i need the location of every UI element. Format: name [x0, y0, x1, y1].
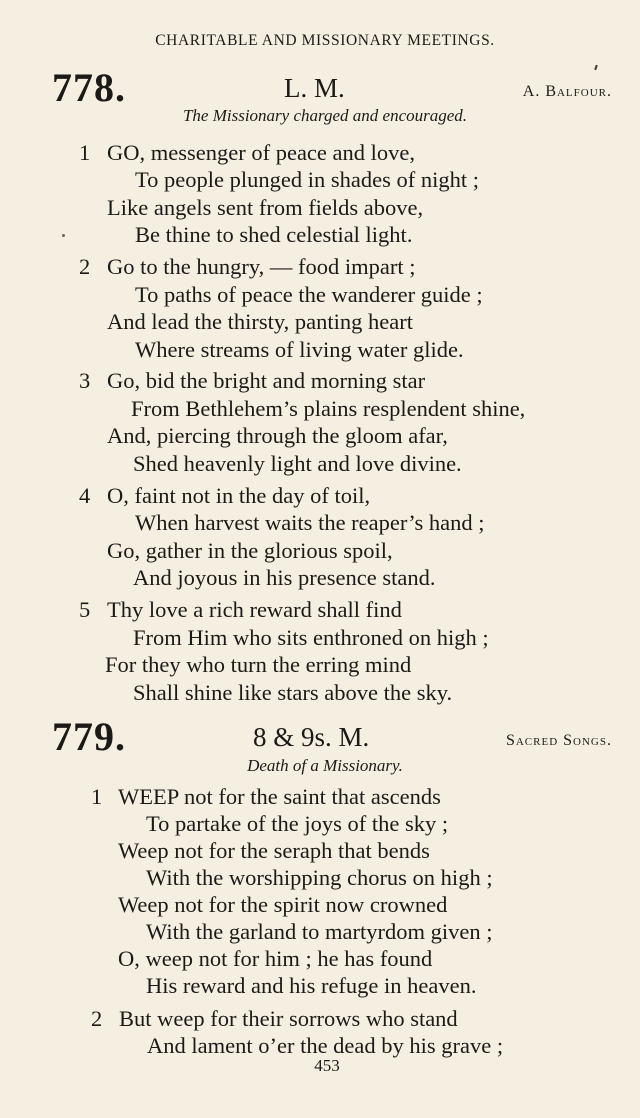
verse-line: GO, messenger of peace and love, [107, 140, 416, 165]
verse-line: And, piercing through the gloom afar, [107, 423, 448, 448]
verse-line: With the worshipping chorus on high ; [146, 865, 493, 890]
verse-line: Weep not for the seraph that bends [118, 838, 430, 863]
page-number: 453 [314, 1056, 340, 1075]
hymn-author: A. Balfour. [522, 83, 612, 100]
verse-number: 2 [91, 1006, 103, 1031]
verse-number: 2 [79, 254, 91, 279]
hymn-meter: L. M. [284, 73, 345, 103]
verse-line: And joyous in his presence stand. [133, 565, 436, 590]
verse-number: 5 [79, 597, 91, 622]
hymn-author: Sacred Songs. [505, 732, 612, 749]
verse-line: And lead the thirsty, panting heart [107, 309, 413, 334]
hymn-subtitle: The Missionary charged and encouraged. [182, 106, 468, 125]
verse-number: 3 [79, 368, 91, 393]
verse-line: From Bethlehem’s plains resplendent shine, [131, 396, 526, 421]
verse-line: And lament o’er the dead by his grave ; [147, 1033, 504, 1058]
verse-line: O, weep not for him ; he has found [118, 946, 433, 971]
verse-line: O, faint not in the day of toil, [107, 483, 371, 508]
verse-line: Go, gather in the glorious spoil, [107, 538, 393, 563]
verse-number: 1 [91, 784, 103, 809]
verse-line: When harvest waits the reaper’s hand ; [135, 510, 485, 535]
verse-line: Go to the hungry, — food impart ; [107, 254, 416, 279]
stray-mark [62, 234, 65, 237]
verse-line: To paths of peace the wanderer guide ; [135, 282, 483, 307]
verse-line: Weep not for the spirit now crowned [118, 892, 448, 917]
running-head: CHARITABLE AND MISSIONARY MEETINGS. [155, 32, 495, 49]
hymn-number: 779. [52, 714, 126, 759]
verse-line: Thy love a rich reward shall find [107, 597, 402, 622]
hymn-number: 778. [52, 65, 126, 110]
hymn-meter: 8 & 9s. M. [253, 722, 370, 752]
verse-line: With the garland to martyrdom given ; [146, 919, 493, 944]
verse-line: Like angels sent from fields above, [107, 195, 424, 220]
verse-line: Be thine to shed celestial light. [135, 222, 413, 247]
verse-line: WEEP not for the saint that ascends [118, 784, 441, 809]
verse-number: 1 [79, 140, 91, 165]
verse-line: Shed heavenly light and love divine. [133, 451, 462, 476]
verse-line: But weep for their sorrows who stand [119, 1006, 458, 1031]
verse-line: Where streams of living water glide. [135, 337, 464, 362]
hymn-779-header [0, 714, 640, 759]
verse-line: To partake of the joys of the sky ; [146, 811, 449, 836]
verse-line: His reward and his refuge in heaven. [146, 973, 477, 998]
hymn-subtitle: Death of a Missionary. [247, 756, 403, 775]
verse-line: Shall shine like stars above the sky. [133, 680, 453, 705]
verse-line: To people plunged in shades of night ; [135, 167, 479, 192]
verse-line: For they who turn the erring mind [105, 652, 412, 677]
verse-line: Go, bid the bright and morning star [107, 368, 426, 393]
hymn-778-header [0, 65, 640, 110]
verse-number: 4 [79, 483, 91, 508]
verse-line: From Him who sits enthroned on high ; [133, 625, 489, 650]
